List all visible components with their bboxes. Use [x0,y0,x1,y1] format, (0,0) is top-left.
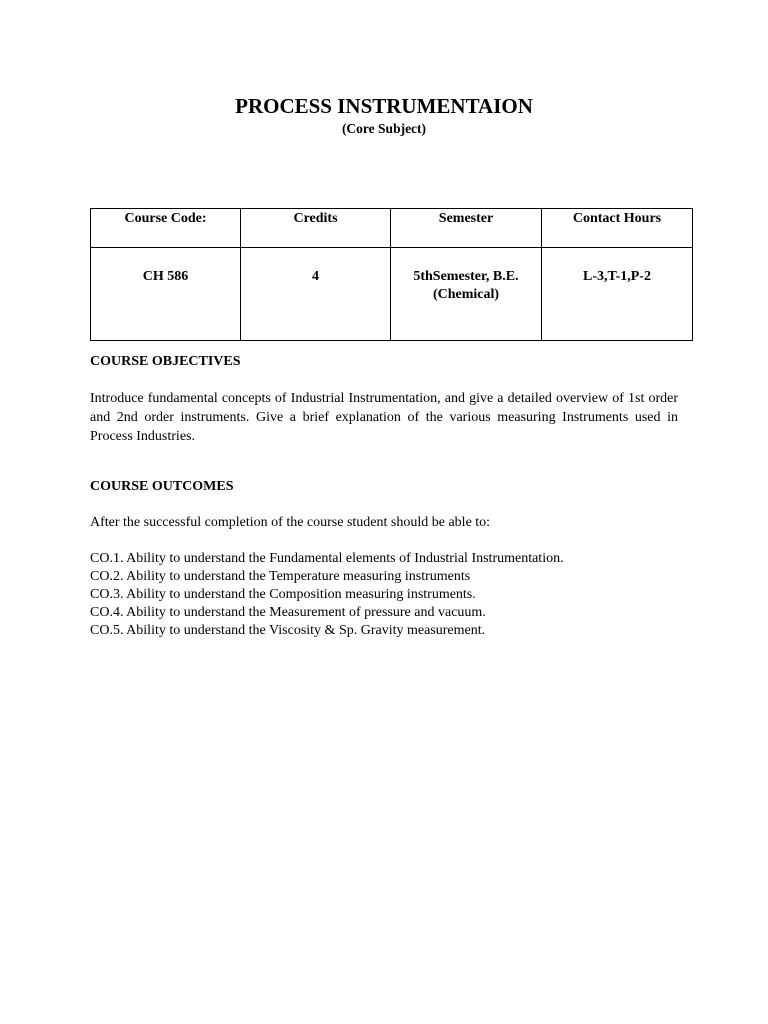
course-info-table [90,208,693,341]
header-semester: Semester [391,209,542,248]
header-contact-hours: Contact Hours [542,209,693,248]
document-title: PROCESS INSTRUMENTAION [235,94,533,118]
outcomes-list [90,550,564,640]
semester-line-1: 5thSemester, B.E. [413,269,519,284]
header-credits: Credits [241,209,391,248]
table-header-row [91,209,693,248]
table-row [91,248,693,341]
objectives-heading: COURSE OBJECTIVES [90,354,241,369]
outcomes-heading: COURSE OUTCOMES [90,479,234,494]
list-item: CO.4. Ability to understand the Measurement of pressure and vacuum. [90,605,486,620]
outcomes-intro: After the successful completion of the course student should be able to: [90,515,491,530]
objectives-text: Introduce fundamental concepts of Industrial Instrumentation, and give a detailed overview of 1st order and 2nd order instruments. Give a brief explanation of the various measuring Instruments used in Process Industries. [90,391,678,444]
list-item: CO.2. Ability to understand the Temperature measuring instruments [90,569,471,584]
cell-course-code: CH 586 [91,248,241,341]
list-item: CO.5. Ability to understand the Viscosity & Sp. Gravity measurement. [90,623,486,638]
header-course-code: Course Code: [91,209,241,248]
document-subtitle: (Core Subject) [341,121,427,136]
list-item: CO.3. Ability to understand the Composition measuring instruments. [90,587,476,602]
cell-contact-hours: L-3,T-1,P-2 [542,248,693,341]
cell-semester [391,248,542,341]
semester-line-2: (Chemical) [432,287,500,302]
cell-credits: 4 [241,248,391,341]
list-item: CO.1. Ability to understand the Fundamental elements of Industrial Instrumentation. [90,551,564,566]
